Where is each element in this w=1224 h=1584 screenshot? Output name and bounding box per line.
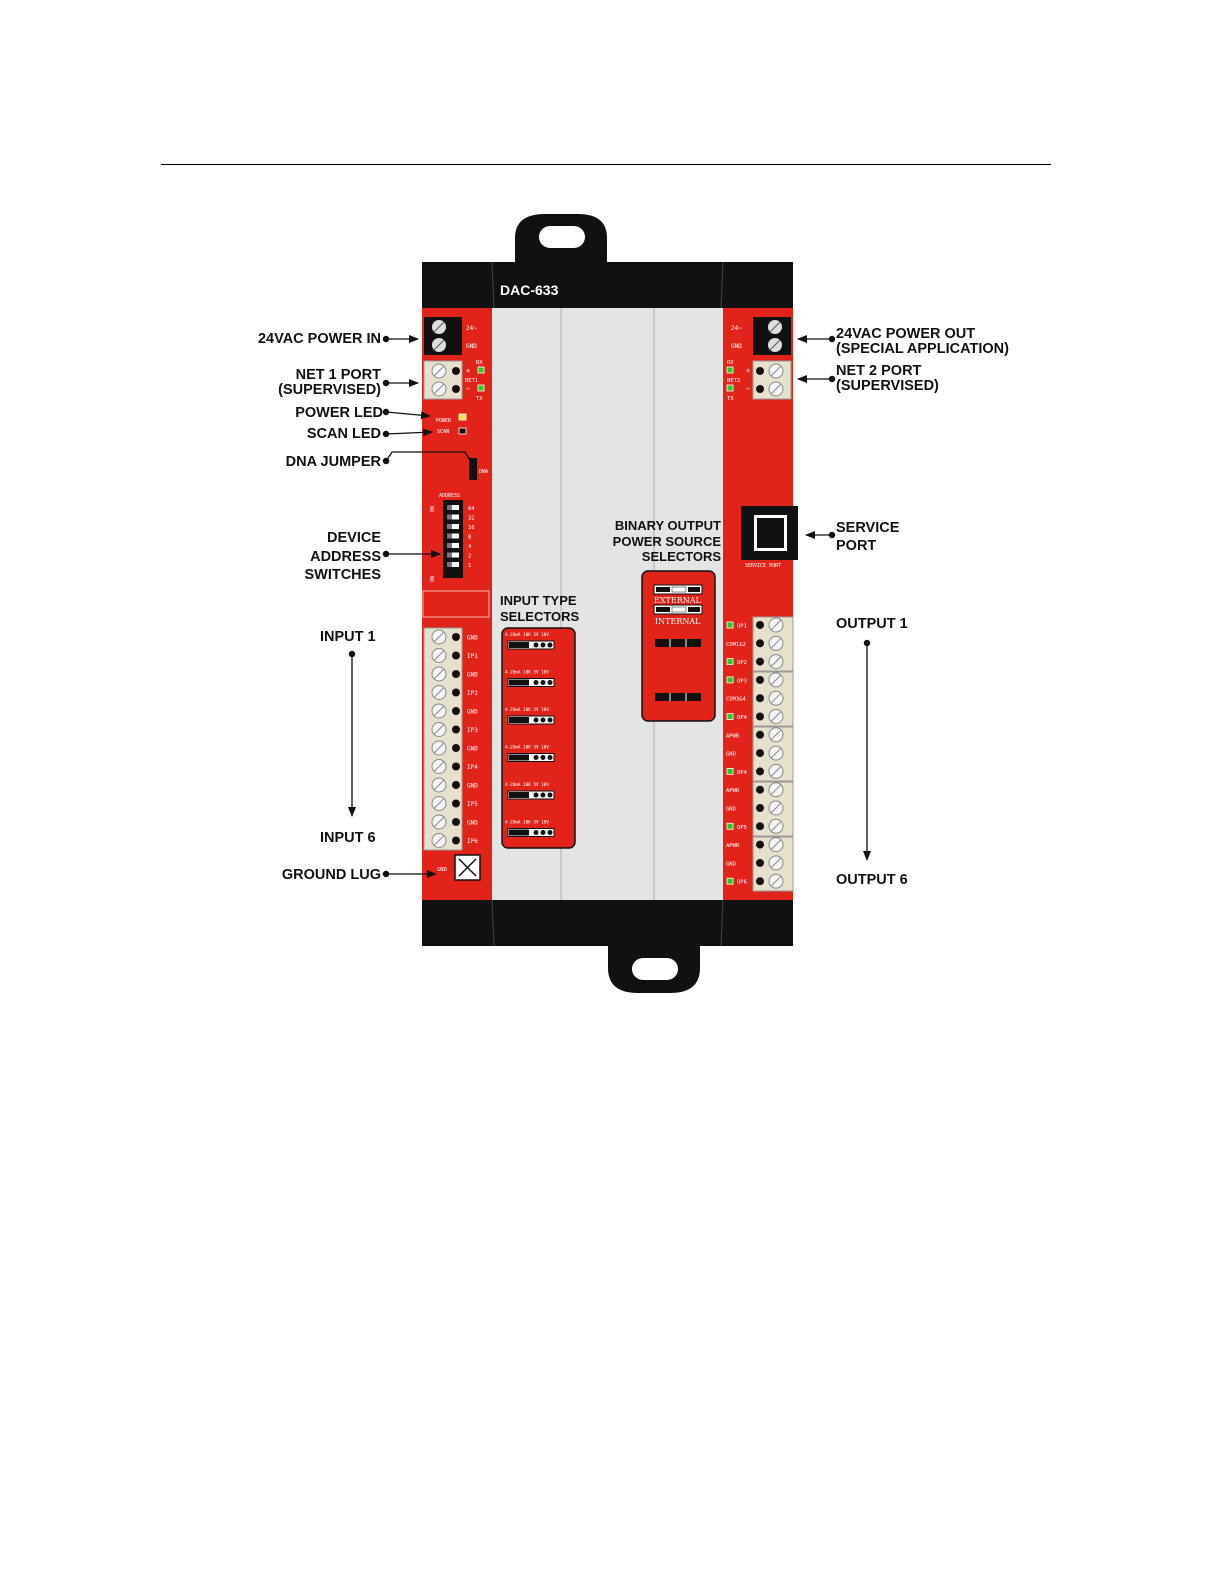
label-output-6: OUTPUT 6	[836, 872, 908, 888]
input-terminal-label: IP4	[467, 764, 478, 771]
input-type-selector-4[interactable]	[508, 754, 554, 762]
output-status-led	[727, 659, 733, 665]
svg-text:DNA: DNA	[479, 469, 489, 475]
net1-tx-led	[478, 385, 484, 391]
output-terminal-label: OP4	[737, 769, 747, 776]
input-terminal-label: GND	[467, 819, 478, 827]
output-status-led	[727, 677, 733, 683]
dip-switch-8[interactable]	[447, 534, 459, 539]
svg-text:GND: GND	[731, 343, 742, 350]
output-terminal-label: APWR	[726, 788, 740, 795]
dip-switch-4[interactable]	[447, 543, 459, 548]
output-terminal-label: GND	[726, 751, 736, 758]
svg-text:ON: ON	[430, 575, 436, 582]
svg-text:+: +	[466, 367, 471, 375]
input-type-selector-6[interactable]	[508, 829, 554, 837]
label-net1-port: NET 1 PORT (SUPERVISED)	[278, 367, 381, 398]
output-status-led	[727, 622, 733, 628]
dip-switch-16[interactable]	[447, 524, 459, 529]
label-input-type-selectors: INPUT TYPE SELECTORS	[500, 593, 580, 624]
service-port	[741, 506, 798, 560]
address-value-label: 16	[468, 525, 475, 531]
output-terminal-label: GND	[726, 806, 736, 813]
net2-terminal	[753, 361, 791, 399]
input-terminal-label: IP1	[467, 653, 478, 660]
input-type-options-label: 4-20mA 10K 5V 10V	[505, 820, 549, 826]
dip-switch-1[interactable]	[447, 562, 459, 567]
output-status-led	[727, 823, 733, 829]
input-type-selector-1[interactable]	[508, 641, 554, 649]
input-terminal-label: IP3	[467, 727, 478, 734]
svg-text:NET2: NET2	[727, 378, 741, 384]
label-input-6: INPUT 6	[320, 830, 376, 846]
svg-text:24~: 24~	[731, 325, 742, 332]
net1-terminal	[424, 361, 462, 399]
blank-label-area	[423, 591, 489, 617]
label-power-in: 24VAC POWER IN	[257, 331, 381, 347]
label-dna-jumper: DNA JUMPER	[285, 454, 381, 470]
label-ground-lug: GROUND LUG	[281, 867, 381, 883]
label-power-out: 24VAC POWER OUT (SPECIAL APPLICATION)	[836, 326, 1009, 357]
ground-lug	[455, 855, 480, 880]
input-terminal-label: GND	[467, 708, 478, 716]
svg-text:SERVICE PORT: SERVICE PORT	[745, 563, 782, 569]
input-terminal-label: GND	[467, 782, 478, 790]
output-terminal-label: APWR	[726, 843, 740, 850]
input-type-selector-5[interactable]	[508, 791, 554, 799]
svg-text:ON: ON	[430, 505, 436, 512]
bottom-black-band	[422, 900, 793, 946]
input-type-options-label: 4-20mA 10K 5V 10V	[505, 670, 549, 676]
bo-selector-jumper-1	[655, 639, 701, 647]
svg-text:NET1: NET1	[465, 378, 479, 384]
label-bo-power-source-selectors: BINARY OUTPUT POWER SOURCE SELECTORS	[612, 518, 721, 564]
svg-text:RX: RX	[476, 360, 483, 366]
output-status-led	[727, 878, 733, 884]
svg-text:TX: TX	[476, 396, 483, 402]
input-terminal-label: IP6	[467, 838, 478, 845]
input-type-selector-3[interactable]	[508, 716, 554, 724]
input-terminal-label: IP2	[467, 690, 478, 697]
bo-selector-jumper-2	[655, 693, 701, 701]
dip-switch-2[interactable]	[447, 553, 459, 558]
power-in-terminal	[424, 317, 462, 355]
output-status-led	[727, 714, 733, 720]
svg-text:POWER: POWER	[436, 418, 452, 424]
svg-text:TX: TX	[727, 396, 734, 402]
output-terminal-label: COM1&2	[726, 641, 746, 648]
svg-text:SCAN: SCAN	[437, 429, 450, 435]
power-led	[459, 414, 466, 420]
label-output-1: OUTPUT 1	[836, 616, 908, 632]
svg-text:+: +	[746, 367, 751, 375]
svg-text:−: −	[466, 385, 471, 393]
label-input-1: INPUT 1	[320, 629, 376, 645]
net2-tx-led	[727, 385, 733, 391]
address-value-label: 2	[468, 553, 472, 560]
dna-jumper	[469, 458, 477, 480]
bo-selector-external-jumper	[654, 585, 702, 594]
top-black-band	[422, 262, 793, 308]
address-value-label: 8	[468, 534, 472, 541]
svg-text:GND: GND	[466, 343, 477, 350]
power-out-terminal	[753, 317, 791, 355]
dip-switch-32[interactable]	[447, 515, 459, 520]
label-service-port: SERVICE PORT	[836, 520, 900, 554]
output-terminal-label: GND	[726, 861, 736, 868]
input-type-options-label: 4-20mA 10K 5V 10V	[505, 633, 549, 638]
svg-text:EXTERNAL: EXTERNAL	[654, 596, 701, 605]
label-net2-port: NET 2 PORT (SUPERVISED)	[836, 363, 939, 394]
label-scan-led: SCAN LED	[306, 426, 381, 442]
svg-text:GND: GND	[437, 867, 447, 873]
svg-text:−: −	[746, 385, 751, 393]
address-value-label: 4	[468, 544, 472, 550]
input-type-options-label: 4-20mA 10K 5V 10V	[505, 783, 549, 788]
input-type-options-label: 4-20mA 10K 5V 10V	[505, 708, 549, 713]
output-terminal-label: APWR	[726, 733, 740, 740]
output-status-led	[727, 768, 733, 774]
net1-rx-led	[478, 367, 484, 373]
svg-text:ADDRESS: ADDRESS	[439, 493, 461, 499]
net2-rx-led	[727, 367, 733, 373]
input-type-options-label: 4-20mA 10K 5V 10V	[505, 745, 549, 751]
output-terminal-label: OP2	[737, 660, 747, 667]
input-type-selector-board	[502, 628, 575, 848]
output-terminal-label: OP3	[737, 678, 747, 685]
address-value-label: 32	[468, 515, 475, 522]
scan-led	[459, 428, 466, 434]
input-terminal-label: GND	[467, 671, 478, 679]
svg-text:INTERNAL: INTERNAL	[655, 617, 701, 626]
input-terminal-label: GND	[467, 745, 478, 753]
top-mounting-tab	[515, 214, 607, 262]
svg-text:RX: RX	[727, 360, 734, 366]
bo-selector-internal-jumper	[654, 605, 702, 614]
address-value-label: 1	[468, 563, 472, 569]
output-terminal-label: OP1	[737, 623, 747, 630]
model-label: DAC-633	[500, 282, 559, 298]
bottom-mounting-tab	[608, 945, 700, 993]
output-terminal-label: OP6	[737, 879, 747, 886]
output-terminal-label: OP4	[737, 715, 747, 721]
input-terminal-label: GND	[467, 634, 478, 642]
address-value-label: 64	[468, 506, 475, 512]
output-terminal-label: OP5	[737, 824, 747, 831]
svg-text:24~: 24~	[466, 325, 477, 332]
label-device-address-switches: DEVICE ADDRESS SWITCHES	[304, 530, 381, 583]
input-terminal-label: IP5	[467, 801, 478, 808]
label-power-led: POWER LED	[295, 405, 383, 421]
output-terminal-label: COM3&4	[726, 696, 746, 703]
dip-switch-64[interactable]	[447, 505, 459, 510]
input-type-selector-2[interactable]	[508, 679, 554, 687]
